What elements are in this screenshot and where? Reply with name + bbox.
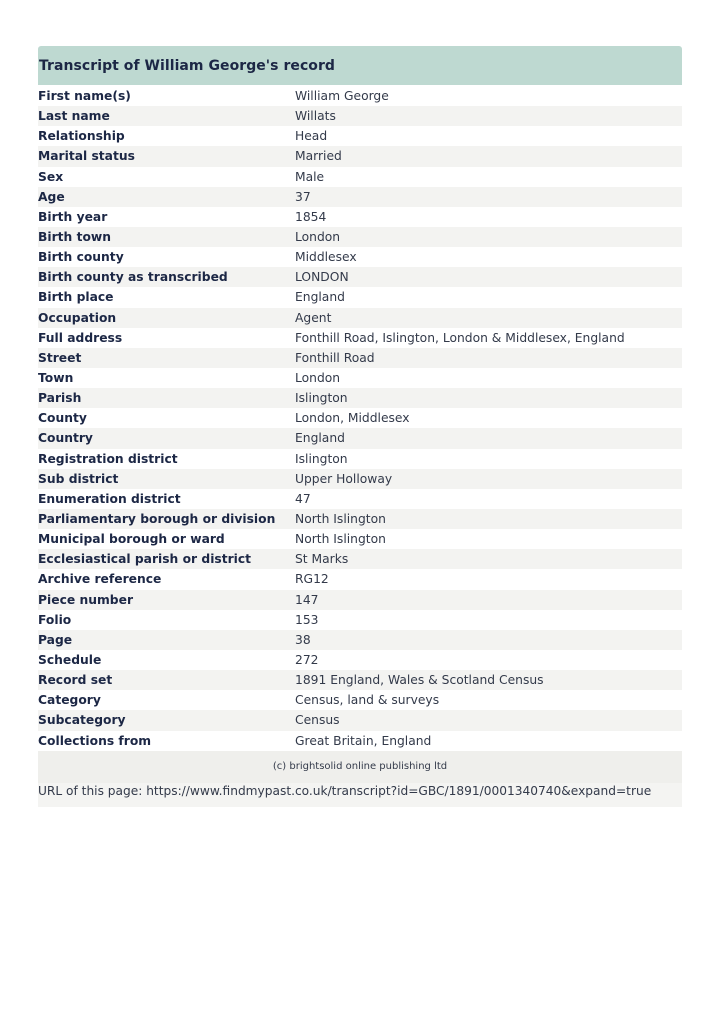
field-value: 38	[295, 632, 311, 647]
table-row	[38, 106, 682, 126]
table-row	[38, 529, 682, 549]
table-row	[38, 650, 682, 670]
field-value: England	[295, 431, 345, 446]
field-label: Birth town	[38, 230, 112, 245]
field-label: Birth county as transcribed	[38, 270, 228, 285]
field-value: LONDON	[295, 270, 349, 285]
field-value: 147	[295, 592, 319, 607]
field-value: England	[295, 290, 345, 305]
field-label: Last name	[38, 109, 110, 124]
table-row	[38, 690, 682, 710]
field-value: Islington	[295, 451, 348, 466]
field-value: 1891 England, Wales & Scotland Census	[295, 673, 544, 688]
record-title: Transcript of William George's record	[39, 57, 335, 74]
field-value: 1854	[295, 209, 327, 224]
table-row	[38, 569, 682, 589]
field-label: Subcategory	[38, 713, 126, 728]
table-row	[38, 489, 682, 509]
field-value: London, Middlesex	[295, 411, 410, 426]
field-value: Islington	[295, 391, 348, 406]
table-row	[38, 146, 682, 166]
field-value: Census	[295, 713, 340, 728]
table-row	[38, 368, 682, 388]
table-row	[38, 308, 682, 328]
table-row	[38, 247, 682, 267]
field-value: Male	[295, 169, 325, 184]
field-value: Census, land & surveys	[295, 693, 440, 708]
field-label: Sex	[38, 169, 64, 184]
table-row	[38, 428, 682, 448]
field-label: Collections from	[38, 733, 152, 748]
field-label: Folio	[38, 612, 72, 627]
field-label: Birth year	[38, 209, 108, 224]
field-value: North Islington	[295, 512, 386, 527]
table-row	[38, 348, 682, 368]
field-label: First name(s)	[38, 89, 131, 104]
table-row	[38, 469, 682, 489]
table-row	[38, 267, 682, 287]
field-label: Birth county	[38, 250, 124, 265]
field-label: Full address	[38, 330, 123, 345]
field-label: Municipal borough or ward	[38, 532, 225, 547]
record-header	[38, 46, 682, 85]
field-label: Category	[38, 693, 101, 708]
table-row	[38, 710, 682, 730]
field-value: 153	[295, 612, 319, 627]
field-label: County	[38, 411, 87, 426]
field-label: Relationship	[38, 129, 125, 144]
field-value: St Marks	[295, 552, 349, 567]
table-row	[38, 187, 682, 207]
field-label: Page	[38, 632, 73, 647]
field-label: Record set	[38, 673, 113, 688]
table-row	[38, 126, 682, 146]
table-row	[38, 388, 682, 408]
record-transcript	[38, 46, 682, 807]
copyright-text: (c) brightsolid online publishing ltd	[272, 761, 448, 773]
table-row	[38, 670, 682, 690]
field-label: Street	[38, 350, 82, 365]
field-value: Middlesex	[295, 250, 357, 265]
record-table	[38, 86, 682, 751]
field-value: London	[295, 371, 341, 386]
field-label: Marital status	[38, 149, 135, 164]
field-value: 47	[295, 491, 311, 506]
field-value: Head	[295, 129, 328, 144]
table-row	[38, 207, 682, 227]
field-value: Married	[295, 149, 342, 164]
table-row	[38, 610, 682, 630]
field-label: Archive reference	[38, 572, 162, 587]
field-value: London	[295, 230, 341, 245]
table-row	[38, 328, 682, 348]
copyright-footer	[38, 751, 682, 783]
field-label: Registration district	[38, 451, 178, 466]
field-value: Fonthill Road, Islington, London & Middlesex, England	[295, 330, 625, 345]
table-row	[38, 731, 682, 751]
field-label: Birth place	[38, 290, 114, 305]
field-value: William George	[295, 89, 389, 104]
field-label: Enumeration district	[38, 491, 181, 506]
field-label: Parish	[38, 391, 82, 406]
field-label: Schedule	[38, 653, 102, 667]
table-row	[38, 287, 682, 307]
table-row	[38, 449, 682, 469]
table-row	[38, 590, 682, 610]
field-label: Town	[38, 371, 74, 386]
field-label: Country	[38, 431, 93, 446]
field-label: Age	[38, 189, 65, 204]
field-label: Ecclesiastical parish or district	[38, 552, 252, 567]
field-value: RG12	[295, 572, 329, 587]
field-label: Occupation	[38, 310, 117, 325]
table-row	[38, 509, 682, 529]
field-value: North Islington	[295, 532, 386, 547]
field-value: Upper Holloway	[295, 471, 393, 486]
table-row	[38, 630, 682, 650]
table-row	[38, 227, 682, 247]
table-row	[38, 549, 682, 569]
field-value: Willats	[295, 109, 336, 124]
table-row	[38, 86, 682, 106]
field-value: 272	[295, 653, 319, 667]
field-label: Parliamentary borough or division	[38, 512, 276, 527]
field-value: Agent	[295, 310, 332, 325]
page-url[interactable]: URL of this page: https://www.findmypast.co.uk/transcript?id=GBC/1891/0001340740&expand=true	[38, 783, 682, 807]
table-row	[38, 408, 682, 428]
field-label: Piece number	[38, 592, 134, 607]
table-row	[38, 167, 682, 187]
field-value: 37	[295, 189, 311, 204]
field-value: Fonthill Road	[295, 350, 375, 365]
field-value: Great Britain, England	[295, 733, 432, 748]
field-label: Sub district	[38, 471, 119, 486]
